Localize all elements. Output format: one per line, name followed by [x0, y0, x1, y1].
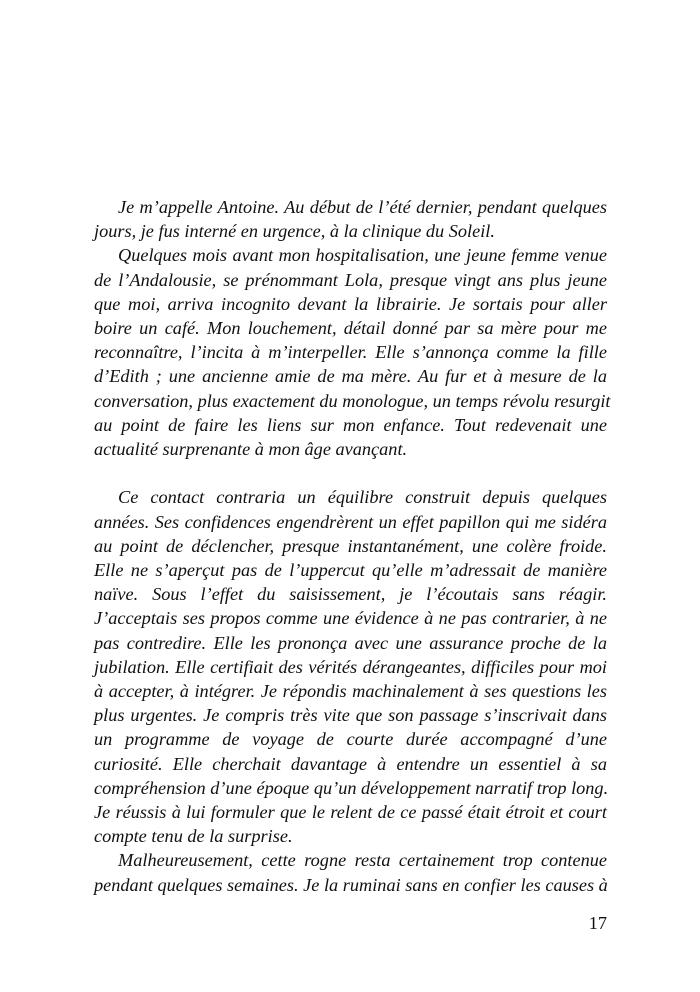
- paragraph-gap: [94, 461, 607, 485]
- text-line: J’acceptais ses propos comme une évidence à ne pas contrarier, à ne: [94, 608, 607, 629]
- text-line: Elle ne s’aperçut pas de l’uppercut qu’elle m’adressait de manière: [94, 560, 607, 581]
- text-line: actualité surprenante à mon âge avançant.: [94, 439, 408, 460]
- text-line: un programme de voyage de courte durée accompagné d’une: [94, 729, 607, 750]
- text-line: au point de déclencher, presque instantanément, une colère froide.: [94, 535, 607, 556]
- text-line: Quelques mois avant mon hospitalisation, une jeune femme venue: [118, 245, 607, 266]
- body-text: [94, 195, 611, 897]
- text-line: reconnaître, l’incita à m’interpeller. Elle s’annonça comme la fille: [94, 342, 607, 363]
- text-line: au point de faire les liens sur mon enfance. Tout redevenait une: [94, 414, 607, 435]
- text-line: pas contredire. Elle les prononça avec une assurance proche de la: [94, 632, 607, 653]
- text-line: boire un café. Mon louchement, détail donné par sa mère pour me: [94, 318, 607, 339]
- text-line: d’Edith ; une ancienne amie de ma mère. Au fur et à mesure de la: [94, 366, 607, 387]
- text-line: Je réussis à lui formuler que le relent de ce passé était étroit et court: [94, 802, 607, 823]
- text-line: jubilation. Elle certifiait des vérités dérangeantes, difficiles pour moi: [94, 656, 607, 677]
- text-line: Malheureusement, cette rogne resta certainement trop contenue: [118, 850, 607, 871]
- text-line: compte tenu de la surprise.: [94, 826, 293, 847]
- text-line: plus urgentes. Je compris très vite que son passage s’inscrivait dans: [94, 705, 607, 726]
- text-line: conversation, plus exactement du monologue, un temps révolu resurgit: [94, 390, 611, 411]
- text-line: années. Ses confidences engendrèrent un effet papillon qui me sidéra: [94, 511, 607, 532]
- page-number: 17: [588, 913, 607, 933]
- text-line: Je m’appelle Antoine. Au début de l’été dernier, pendant quelques: [118, 197, 607, 217]
- text-line: Ce contact contraria un équilibre construit depuis quelques: [118, 487, 607, 508]
- text-line: à accepter, à intégrer. Je répondis machinalement à ses questions les: [94, 681, 607, 702]
- text-line: pendant quelques semaines. Je la ruminai sans en confier les causes à: [94, 874, 608, 895]
- paragraph: [94, 243, 611, 461]
- paragraph: [94, 195, 607, 243]
- paragraph: [94, 485, 607, 848]
- text-line: de l’Andalousie, se prénommant Lola, presque vingt ans plus jeune: [94, 269, 607, 290]
- text-line: naïve. Sous l’effet du saisissement, je l’écoutais sans réagir.: [94, 584, 607, 605]
- text-line: que moi, arriva incognito devant la librairie. Je sortais pour aller: [94, 293, 607, 314]
- text-line: jours, je fus interné en urgence, à la clinique du Soleil.: [94, 221, 495, 242]
- paragraph: [94, 848, 607, 896]
- text-line: compréhension d’une époque qu’un développement narratif trop long.: [94, 777, 609, 798]
- text-line: curiosité. Elle cherchait davantage à entendre un essentiel à sa: [94, 753, 607, 774]
